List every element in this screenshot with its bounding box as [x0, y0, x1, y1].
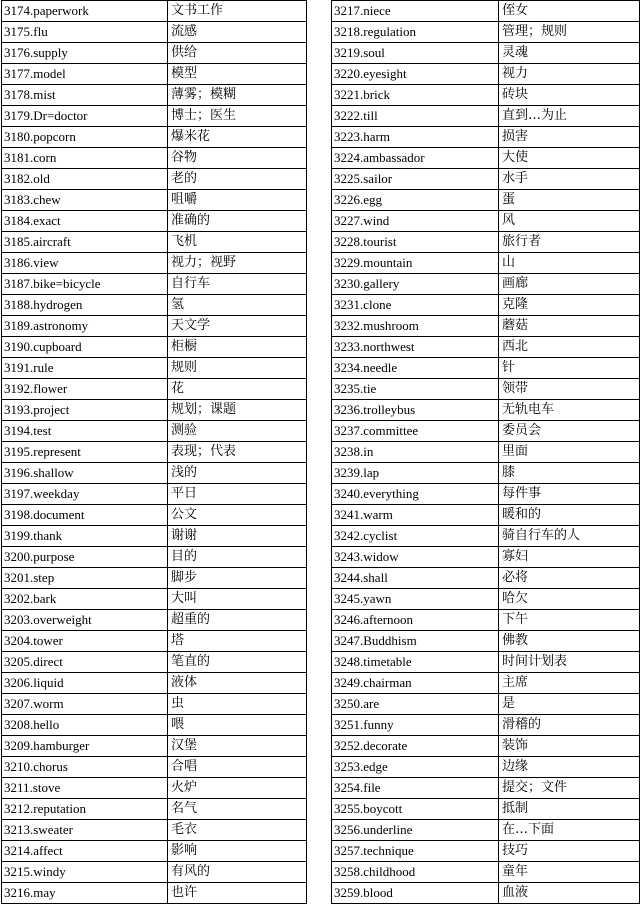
- english-word-cell: 3174.paperwork: [2, 1, 168, 22]
- chinese-meaning-cell: 灵魂: [499, 43, 640, 64]
- table-row: [332, 568, 640, 589]
- table-row: [332, 715, 640, 736]
- english-word-cell: 3194.test: [2, 421, 168, 442]
- chinese-meaning-cell: 毛衣: [168, 820, 307, 841]
- chinese-meaning-cell: 大使: [499, 148, 640, 169]
- chinese-meaning-cell: 花: [168, 379, 307, 400]
- english-word-cell: 3258.childhood: [332, 862, 499, 883]
- english-word-cell: 3227.wind: [332, 211, 499, 232]
- english-word-cell: 3252.decorate: [332, 736, 499, 757]
- english-word-cell: 3235.tie: [332, 379, 499, 400]
- chinese-meaning-cell: 脚步: [168, 568, 307, 589]
- table-row: [2, 883, 307, 904]
- table-row: [2, 127, 307, 148]
- chinese-meaning-cell: 抵制: [499, 799, 640, 820]
- table-row: [2, 358, 307, 379]
- chinese-meaning-cell: 主席: [499, 673, 640, 694]
- table-row: [2, 316, 307, 337]
- table-row: [332, 274, 640, 295]
- chinese-meaning-cell: 有风的: [168, 862, 307, 883]
- chinese-meaning-cell: 火炉: [168, 778, 307, 799]
- chinese-meaning-cell: 滑稽的: [499, 715, 640, 736]
- chinese-meaning-cell: 笔直的: [168, 652, 307, 673]
- table-row: [332, 652, 640, 673]
- english-word-cell: 3209.hamburger: [2, 736, 168, 757]
- english-word-cell: 3202.bark: [2, 589, 168, 610]
- chinese-meaning-cell: 克隆: [499, 295, 640, 316]
- table-row: [2, 694, 307, 715]
- chinese-meaning-cell: 蘑菇: [499, 316, 640, 337]
- table-row: [332, 841, 640, 862]
- chinese-meaning-cell: 骑自行车的人: [499, 526, 640, 547]
- english-word-cell: 3198.document: [2, 505, 168, 526]
- table-row: [2, 757, 307, 778]
- english-word-cell: 3179.Dr=doctor: [2, 106, 168, 127]
- table-row: [2, 211, 307, 232]
- english-word-cell: 3219.soul: [332, 43, 499, 64]
- english-word-cell: 3175.flu: [2, 22, 168, 43]
- english-word-cell: 3207.worm: [2, 694, 168, 715]
- english-word-cell: 3206.liquid: [2, 673, 168, 694]
- english-word-cell: 3243.widow: [332, 547, 499, 568]
- table-row: [332, 127, 640, 148]
- chinese-meaning-cell: 平日: [168, 484, 307, 505]
- english-word-cell: 3225.sailor: [332, 169, 499, 190]
- table-row: [332, 883, 640, 904]
- table-row: [332, 484, 640, 505]
- english-word-cell: 3238.in: [332, 442, 499, 463]
- chinese-meaning-cell: 管理；规则: [499, 22, 640, 43]
- table-row: [332, 379, 640, 400]
- chinese-meaning-cell: 自行车: [168, 274, 307, 295]
- english-word-cell: 3217.niece: [332, 1, 499, 22]
- table-row: [2, 1, 307, 22]
- english-word-cell: 3248.timetable: [332, 652, 499, 673]
- table-row: [2, 274, 307, 295]
- english-word-cell: 3195.represent: [2, 442, 168, 463]
- english-word-cell: 3196.shallow: [2, 463, 168, 484]
- english-word-cell: 3177.model: [2, 64, 168, 85]
- table-row: [2, 337, 307, 358]
- english-word-cell: 3232.mushroom: [332, 316, 499, 337]
- english-word-cell: 3228.tourist: [332, 232, 499, 253]
- english-word-cell: 3186.view: [2, 253, 168, 274]
- chinese-meaning-cell: 蛋: [499, 190, 640, 211]
- chinese-meaning-cell: 必将: [499, 568, 640, 589]
- table-row: [332, 694, 640, 715]
- chinese-meaning-cell: 暖和的: [499, 505, 640, 526]
- english-word-cell: 3182.old: [2, 169, 168, 190]
- table-row: [332, 463, 640, 484]
- table-row: [332, 337, 640, 358]
- table-row: [332, 778, 640, 799]
- table-row: [2, 862, 307, 883]
- chinese-meaning-cell: 氢: [168, 295, 307, 316]
- english-word-cell: 3246.afternoon: [332, 610, 499, 631]
- english-word-cell: 3231.clone: [332, 295, 499, 316]
- chinese-meaning-cell: 柜橱: [168, 337, 307, 358]
- table-row: [2, 568, 307, 589]
- english-word-cell: 3251.funny: [332, 715, 499, 736]
- chinese-meaning-cell: 是: [499, 694, 640, 715]
- chinese-meaning-cell: 谷物: [168, 148, 307, 169]
- chinese-meaning-cell: 咀嚼: [168, 190, 307, 211]
- table-row: [332, 1, 640, 22]
- english-word-cell: 3221.brick: [332, 85, 499, 106]
- table-row: [332, 253, 640, 274]
- english-word-cell: 3181.corn: [2, 148, 168, 169]
- table-row: [332, 148, 640, 169]
- english-word-cell: 3250.are: [332, 694, 499, 715]
- table-row: [332, 673, 640, 694]
- english-word-cell: 3220.eyesight: [332, 64, 499, 85]
- chinese-meaning-cell: 视力；视野: [168, 253, 307, 274]
- table-row: [332, 799, 640, 820]
- chinese-meaning-cell: 测验: [168, 421, 307, 442]
- english-word-cell: 3215.windy: [2, 862, 168, 883]
- table-row: [2, 799, 307, 820]
- table-row: [332, 547, 640, 568]
- english-word-cell: 3211.stove: [2, 778, 168, 799]
- chinese-meaning-cell: 针: [499, 358, 640, 379]
- chinese-meaning-cell: 液体: [168, 673, 307, 694]
- chinese-meaning-cell: 汉堡: [168, 736, 307, 757]
- english-word-cell: 3253.edge: [332, 757, 499, 778]
- table-row: [332, 64, 640, 85]
- english-word-cell: 3183.chew: [2, 190, 168, 211]
- chinese-meaning-cell: 表现；代表: [168, 442, 307, 463]
- english-word-cell: 3178.mist: [2, 85, 168, 106]
- english-word-cell: 3247.Buddhism: [332, 631, 499, 652]
- chinese-meaning-cell: 流感: [168, 22, 307, 43]
- table-row: [332, 400, 640, 421]
- english-word-cell: 3200.purpose: [2, 547, 168, 568]
- table-row: [332, 43, 640, 64]
- chinese-meaning-cell: 也许: [168, 883, 307, 904]
- english-word-cell: 3190.cupboard: [2, 337, 168, 358]
- chinese-meaning-cell: 时间计划表: [499, 652, 640, 673]
- english-word-cell: 3203.overweight: [2, 610, 168, 631]
- table-row: [332, 358, 640, 379]
- chinese-meaning-cell: 超重的: [168, 610, 307, 631]
- chinese-meaning-cell: 童年: [499, 862, 640, 883]
- table-row: [2, 736, 307, 757]
- english-word-cell: 3185.aircraft: [2, 232, 168, 253]
- table-row: [2, 526, 307, 547]
- table-row: [2, 106, 307, 127]
- english-word-cell: 3204.tower: [2, 631, 168, 652]
- english-word-cell: 3184.exact: [2, 211, 168, 232]
- chinese-meaning-cell: 侄女: [499, 1, 640, 22]
- english-word-cell: 3234.needle: [332, 358, 499, 379]
- chinese-meaning-cell: 提交；文件: [499, 778, 640, 799]
- english-word-cell: 3208.hello: [2, 715, 168, 736]
- table-row: [2, 715, 307, 736]
- table-row: [332, 169, 640, 190]
- english-word-cell: 3223.harm: [332, 127, 499, 148]
- table-row: [332, 190, 640, 211]
- table-row: [2, 547, 307, 568]
- chinese-meaning-cell: 无轨电车: [499, 400, 640, 421]
- english-word-cell: 3259.blood: [332, 883, 499, 904]
- chinese-meaning-cell: 在…下面: [499, 820, 640, 841]
- english-word-cell: 3199.thank: [2, 526, 168, 547]
- chinese-meaning-cell: 大叫: [168, 589, 307, 610]
- chinese-meaning-cell: 山: [499, 253, 640, 274]
- table-row: [2, 484, 307, 505]
- vocabulary-table-right: [331, 0, 640, 904]
- chinese-meaning-cell: 视力: [499, 64, 640, 85]
- chinese-meaning-cell: 技巧: [499, 841, 640, 862]
- table-row: [2, 22, 307, 43]
- table-row: [332, 736, 640, 757]
- chinese-meaning-cell: 领带: [499, 379, 640, 400]
- chinese-meaning-cell: 影响: [168, 841, 307, 862]
- english-word-cell: 3210.chorus: [2, 757, 168, 778]
- chinese-meaning-cell: 浅的: [168, 463, 307, 484]
- english-word-cell: 3236.trolleybus: [332, 400, 499, 421]
- english-word-cell: 3255.boycott: [332, 799, 499, 820]
- table-row: [332, 421, 640, 442]
- chinese-meaning-cell: 文书工作: [168, 1, 307, 22]
- table-row: [2, 295, 307, 316]
- table-row: [2, 631, 307, 652]
- english-word-cell: 3189.astronomy: [2, 316, 168, 337]
- chinese-meaning-cell: 老的: [168, 169, 307, 190]
- chinese-meaning-cell: 准确的: [168, 211, 307, 232]
- english-word-cell: 3191.rule: [2, 358, 168, 379]
- table-row: [332, 526, 640, 547]
- table-row: [332, 610, 640, 631]
- table-row: [332, 295, 640, 316]
- english-word-cell: 3213.sweater: [2, 820, 168, 841]
- table-row: [2, 652, 307, 673]
- table-row: [332, 820, 640, 841]
- english-word-cell: 3241.warm: [332, 505, 499, 526]
- chinese-meaning-cell: 喂: [168, 715, 307, 736]
- english-word-cell: 3188.hydrogen: [2, 295, 168, 316]
- chinese-meaning-cell: 下午: [499, 610, 640, 631]
- english-word-cell: 3187.bike=bicycle: [2, 274, 168, 295]
- english-word-cell: 3218.regulation: [332, 22, 499, 43]
- chinese-meaning-cell: 血液: [499, 883, 640, 904]
- table-row: [2, 610, 307, 631]
- english-word-cell: 3205.direct: [2, 652, 168, 673]
- chinese-meaning-cell: 规则: [168, 358, 307, 379]
- vocabulary-table-left: [1, 0, 307, 904]
- chinese-meaning-cell: 谢谢: [168, 526, 307, 547]
- chinese-meaning-cell: 博士；医生: [168, 106, 307, 127]
- chinese-meaning-cell: 薄雾；模糊: [168, 85, 307, 106]
- table-row: [332, 862, 640, 883]
- english-word-cell: 3249.chairman: [332, 673, 499, 694]
- chinese-meaning-cell: 规划；课题: [168, 400, 307, 421]
- english-word-cell: 3233.northwest: [332, 337, 499, 358]
- table-row: [2, 169, 307, 190]
- chinese-meaning-cell: 目的: [168, 547, 307, 568]
- chinese-meaning-cell: 装饰: [499, 736, 640, 757]
- table-row: [2, 379, 307, 400]
- english-word-cell: 3197.weekday: [2, 484, 168, 505]
- table-row: [2, 463, 307, 484]
- chinese-meaning-cell: 损害: [499, 127, 640, 148]
- english-word-cell: 3230.gallery: [332, 274, 499, 295]
- english-word-cell: 3244.shall: [332, 568, 499, 589]
- chinese-meaning-cell: 飞机: [168, 232, 307, 253]
- table-row: [332, 211, 640, 232]
- english-word-cell: 3180.popcorn: [2, 127, 168, 148]
- table-row: [332, 85, 640, 106]
- table-row: [2, 85, 307, 106]
- left-table-body: [2, 1, 307, 904]
- chinese-meaning-cell: 风: [499, 211, 640, 232]
- chinese-meaning-cell: 爆米花: [168, 127, 307, 148]
- table-row: [332, 442, 640, 463]
- chinese-meaning-cell: 水手: [499, 169, 640, 190]
- table-row: [2, 820, 307, 841]
- table-row: [2, 421, 307, 442]
- english-word-cell: 3222.till: [332, 106, 499, 127]
- chinese-meaning-cell: 虫: [168, 694, 307, 715]
- chinese-meaning-cell: 名气: [168, 799, 307, 820]
- table-row: [2, 43, 307, 64]
- table-row: [332, 505, 640, 526]
- table-row: [332, 232, 640, 253]
- english-word-cell: 3192.flower: [2, 379, 168, 400]
- chinese-meaning-cell: 膝: [499, 463, 640, 484]
- table-row: [2, 505, 307, 526]
- table-row: [332, 589, 640, 610]
- english-word-cell: 3257.technique: [332, 841, 499, 862]
- table-row: [2, 589, 307, 610]
- chinese-meaning-cell: 砖块: [499, 85, 640, 106]
- chinese-meaning-cell: 公文: [168, 505, 307, 526]
- english-word-cell: 3216.may: [2, 883, 168, 904]
- english-word-cell: 3254.file: [332, 778, 499, 799]
- table-row: [2, 778, 307, 799]
- chinese-meaning-cell: 塔: [168, 631, 307, 652]
- chinese-meaning-cell: 直到…为止: [499, 106, 640, 127]
- chinese-meaning-cell: 委员会: [499, 421, 640, 442]
- english-word-cell: 3256.underline: [332, 820, 499, 841]
- english-word-cell: 3201.step: [2, 568, 168, 589]
- right-table-body: [332, 1, 640, 904]
- english-word-cell: 3214.affect: [2, 841, 168, 862]
- table-row: [332, 631, 640, 652]
- english-word-cell: 3242.cyclist: [332, 526, 499, 547]
- english-word-cell: 3237.committee: [332, 421, 499, 442]
- english-word-cell: 3212.reputation: [2, 799, 168, 820]
- chinese-meaning-cell: 里面: [499, 442, 640, 463]
- table-row: [332, 316, 640, 337]
- chinese-meaning-cell: 哈欠: [499, 589, 640, 610]
- chinese-meaning-cell: 供给: [168, 43, 307, 64]
- table-row: [2, 841, 307, 862]
- english-word-cell: 3239.lap: [332, 463, 499, 484]
- chinese-meaning-cell: 画廊: [499, 274, 640, 295]
- chinese-meaning-cell: 寡妇: [499, 547, 640, 568]
- table-row: [2, 64, 307, 85]
- chinese-meaning-cell: 边缘: [499, 757, 640, 778]
- chinese-meaning-cell: 旅行者: [499, 232, 640, 253]
- table-row: [332, 757, 640, 778]
- table-row: [2, 253, 307, 274]
- english-word-cell: 3229.mountain: [332, 253, 499, 274]
- table-row: [2, 400, 307, 421]
- chinese-meaning-cell: 佛教: [499, 631, 640, 652]
- table-row: [332, 106, 640, 127]
- table-row: [2, 232, 307, 253]
- chinese-meaning-cell: 模型: [168, 64, 307, 85]
- chinese-meaning-cell: 天文学: [168, 316, 307, 337]
- english-word-cell: 3240.everything: [332, 484, 499, 505]
- table-row: [332, 22, 640, 43]
- table-row: [2, 148, 307, 169]
- chinese-meaning-cell: 西北: [499, 337, 640, 358]
- table-row: [2, 673, 307, 694]
- english-word-cell: 3176.supply: [2, 43, 168, 64]
- english-word-cell: 3226.egg: [332, 190, 499, 211]
- english-word-cell: 3245.yawn: [332, 589, 499, 610]
- english-word-cell: 3224.ambassador: [332, 148, 499, 169]
- table-row: [2, 190, 307, 211]
- english-word-cell: 3193.project: [2, 400, 168, 421]
- chinese-meaning-cell: 合唱: [168, 757, 307, 778]
- chinese-meaning-cell: 每件事: [499, 484, 640, 505]
- table-row: [2, 442, 307, 463]
